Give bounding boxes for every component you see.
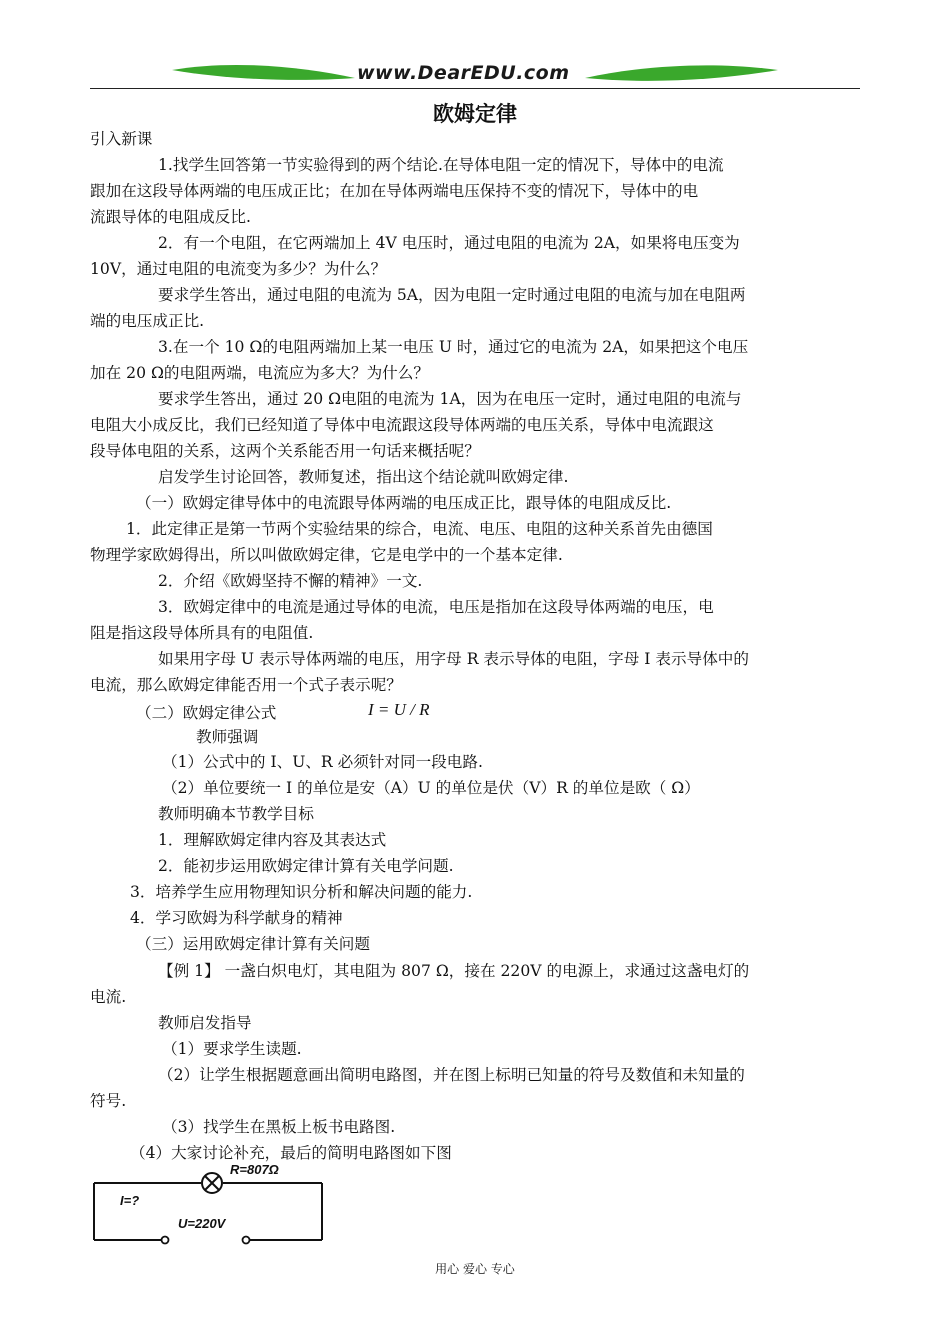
- text-line: 流跟导体的电阻成反比.: [90, 208, 251, 226]
- resistance-label: R=807Ω: [230, 1162, 279, 1177]
- text-line: 启发学生讨论回答，教师复述，指出这个结论就叫欧姆定律.: [158, 468, 569, 486]
- text-line: （2）让学生根据题意画出简明电路图，并在图上标明已知量的符号及数值和未知量的: [158, 1066, 745, 1084]
- section-heading: （三）运用欧姆定律计算有关问题: [136, 935, 370, 953]
- text-line: 2．介绍《欧姆坚持不懈的精神》一文.: [158, 572, 423, 590]
- text-line: 2．有一个电阻，在它两端加上 4V 电压时，通过电阻的电流为 2A，如果将电压变为: [158, 234, 740, 252]
- text-line: 1.找学生回答第一节实验得到的两个结论.在导体电阻一定的情况下，导体中的电流: [158, 156, 724, 174]
- text-line: 如果用字母 U 表示导体两端的电压，用字母 R 表示导体的电阻，字母 I 表示导体中的: [158, 650, 749, 668]
- text-line: 端的电压成正比.: [90, 312, 205, 330]
- page-header: [0, 0, 950, 100]
- circuit-diagram: [88, 1160, 338, 1255]
- header-leaf-decoration: [0, 0, 950, 100]
- text-line: （1）公式中的 I、U、R 必须针对同一段电路.: [162, 753, 483, 771]
- text-line: 【例 1】 一盏白炽电灯，其电阻为 807 Ω，接在 220V 的电源上，求通过这盏电灯的: [158, 962, 750, 980]
- text-line: 3．欧姆定律中的电流是通过导体的电流，电压是指加在这段导体两端的电压，电: [158, 598, 714, 616]
- voltage-label: U=220V: [178, 1216, 226, 1231]
- header-rule: [90, 88, 860, 89]
- section-heading: （二）欧姆定律公式: [136, 704, 277, 722]
- text-line: 要求学生答出，通过 20 Ω电阻的电流为 1A，因为在电压一定时，通过电阻的电流与: [158, 390, 742, 408]
- text-line: 电流，那么欧姆定律能否用一个式子表示呢？: [90, 676, 402, 694]
- text-line: （1）要求学生读题.: [162, 1040, 302, 1058]
- text-line: 10V，通过电阻的电流变为多少？为什么？: [90, 260, 387, 278]
- text-line: 电阻大小成反比，我们已经知道了导体中电流跟这段导体两端的电压关系，导体中电流跟这: [90, 416, 714, 434]
- text-line: 物理学家欧姆得出，所以叫做欧姆定律，它是电学中的一个基本定律.: [90, 546, 563, 564]
- text-line: 符号.: [90, 1092, 127, 1110]
- text-line: （2）单位要统一 I 的单位是安（A）U 的单位是伏（V）R 的单位是欧（ Ω）: [162, 779, 700, 797]
- text-line: 加在 20 Ω的电阻两端，电流应为多大？为什么？: [90, 364, 429, 382]
- text-line: 4．学习欧姆为科学献身的精神: [130, 909, 343, 927]
- text-line: 1．理解欧姆定律内容及其表达式: [158, 831, 387, 849]
- text-line: 教师启发指导: [158, 1014, 252, 1032]
- current-label: I=?: [120, 1193, 140, 1208]
- text-line: 引入新课: [90, 130, 153, 148]
- text-line: 电流.: [90, 988, 127, 1006]
- terminal-left: [162, 1237, 169, 1244]
- text-line: （3）找学生在黑板上板书电路图.: [162, 1118, 396, 1136]
- lamp-icon: [202, 1173, 222, 1193]
- text-line: 教师强调: [196, 728, 259, 746]
- text-line: 要求学生答出，通过电阻的电流为 5A，因为电阻一定时通过电阻的电流与加在电阻两: [158, 286, 746, 304]
- text-line: 跟加在这段导体两端的电压成正比；在加在导体两端电压保持不变的情况下，导体中的电: [90, 182, 699, 200]
- text-line: 教师明确本节教学目标: [158, 805, 314, 823]
- text-line: 段导体电阻的关系，这两个关系能否用一句话来概括呢？: [90, 442, 480, 460]
- text-line: （4）大家讨论补充，最后的简明电路图如下图: [130, 1144, 452, 1162]
- terminal-right: [243, 1237, 250, 1244]
- page-footer: 用心 爱心 专心: [435, 1262, 515, 1276]
- text-line: 3.在一个 10 Ω的电阻两端加上某一电压 U 时，通过它的电流为 2A，如果把这个电压: [158, 338, 749, 356]
- text-line: 2．能初步运用欧姆定律计算有关电学问题.: [158, 857, 454, 875]
- site-logo-text: www.DearEDU.com: [357, 62, 570, 84]
- page-title: 欧姆定律: [433, 102, 517, 126]
- ohm-formula: I = U / R: [368, 700, 430, 719]
- text-line: 1．此定律正是第一节两个实验结果的综合，电流、电压、电阻的这种关系首先由德国: [126, 520, 713, 538]
- text-line: 3．培养学生应用物理知识分析和解决问题的能力.: [130, 883, 473, 901]
- section-heading: （一）欧姆定律导体中的电流跟导体两端的电压成正比，跟导体的电阻成反比.: [136, 494, 672, 512]
- text-line: 阻是指这段导体所具有的电阻值.: [90, 624, 314, 642]
